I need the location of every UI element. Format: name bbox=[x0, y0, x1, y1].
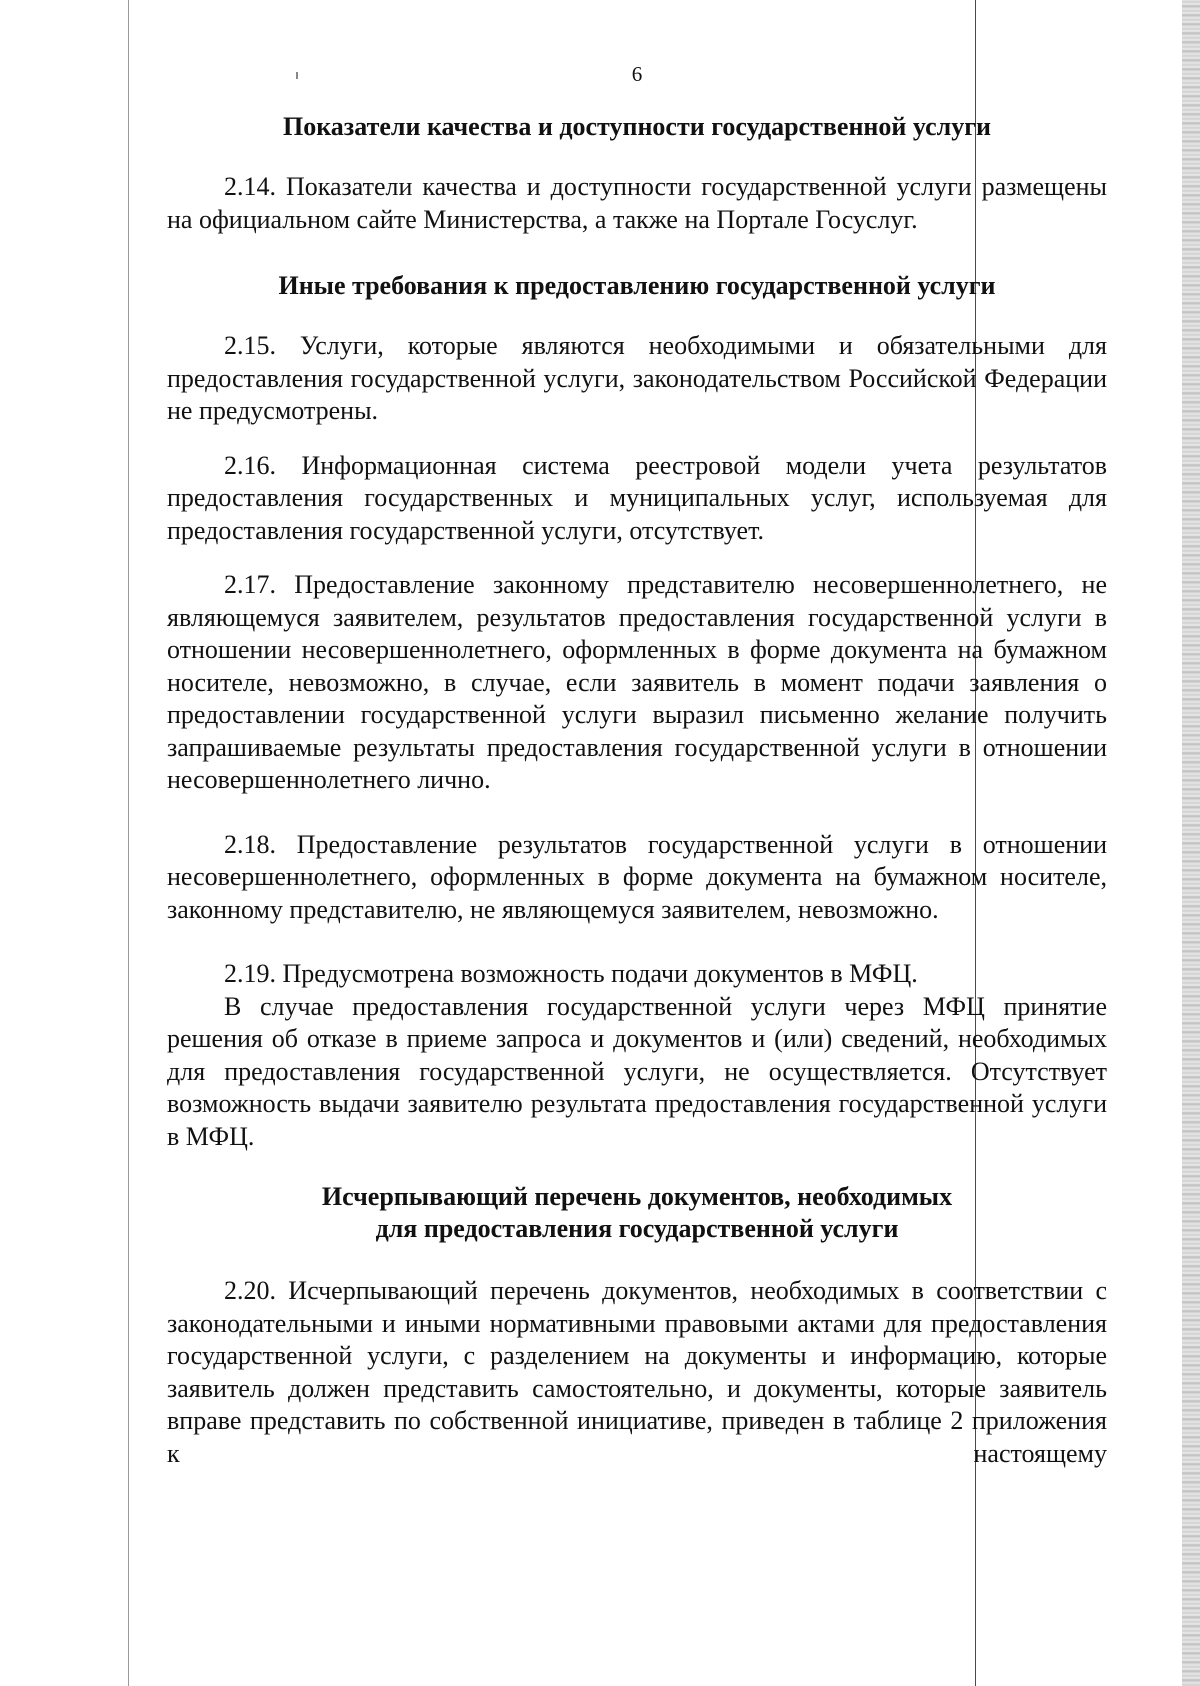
scan-left-border bbox=[128, 0, 129, 1686]
paragraph-2-19-continued: В случае предоставления государственной услуги через МФЦ принятие решения об отказе в приеме запроса и документов и (или) сведений, необходимых для предоставления государственной услуги, не осуществляется. Отсутствует возможность выдачи заявителю результата предоставления государственной услуги в МФЦ. bbox=[167, 991, 1107, 1151]
heading-line-2: для предоставления государственной услуги bbox=[375, 1214, 899, 1243]
heading-line-1: Исчерпывающий перечень документов, необходимых bbox=[321, 1182, 953, 1211]
paragraph-2-17: 2.17. Предоставление законному представителю несовершеннолетнего, не являющемуся заявителем, результатов предоставления государственной услуги в отношении несовершеннолетнего, оформленных в форме документа на бумажном носителе, невозможно, в случае, если заявитель в момент подачи заявления о предоставлении государственной услуги выразил письменно желание получить запрашиваемые результаты предоставления государственной услуги в отношении несовершеннолетнего лично. bbox=[167, 570, 1107, 794]
section-heading-quality: Показатели качества и доступности государственной услуги bbox=[282, 112, 992, 141]
paragraph-2-15: 2.15. Услуги, которые являются необходимыми и обязательными для предоставления государственной услуги, законодательством Российской Федерации не предусмотрены. bbox=[167, 331, 1107, 425]
paragraph-2-14: 2.14. Показатели качества и доступности государственной услуги размещены на официальном сайте Министерства, а также на Портале Госуслуг. bbox=[167, 172, 1107, 234]
scan-right-edge bbox=[1182, 0, 1200, 1686]
page-number: 6 bbox=[631, 62, 643, 86]
paragraph-2-18: 2.18. Предоставление результатов государственной услуги в отношении несовершеннолетнего, оформленных в форме документа на бумажном носителе, законному представителю, не являющемуся заявителем, невозможно. bbox=[167, 829, 1107, 924]
section-heading-other-requirements: Иные требования к предоставлению государственной услуги bbox=[278, 271, 996, 300]
section-heading-document-list bbox=[167, 1181, 1107, 1245]
document-page bbox=[167, 62, 1107, 1492]
paragraph-2-16: 2.16. Информационная система реестровой модели учета результатов предоставления государственных и муниципальных услуг, используемая для предоставления государственной услуги, отсутствует. bbox=[167, 450, 1107, 545]
paragraph-2-19: 2.19. Предусмотрена возможность подачи документов в МФЦ. bbox=[224, 959, 918, 988]
paragraph-2-20: 2.20. Исчерпывающий перечень документов, необходимых в соответствии с законодательными и иными нормативными правовыми актами для предоставления государственной услуги, с разделением на документы и информацию, которые заявитель должен представить самостоятельно, и документы, которые заявитель вправе представить по собственной инициативе, приведен в таблице 2 приложения к настоящему bbox=[167, 1276, 1107, 1468]
